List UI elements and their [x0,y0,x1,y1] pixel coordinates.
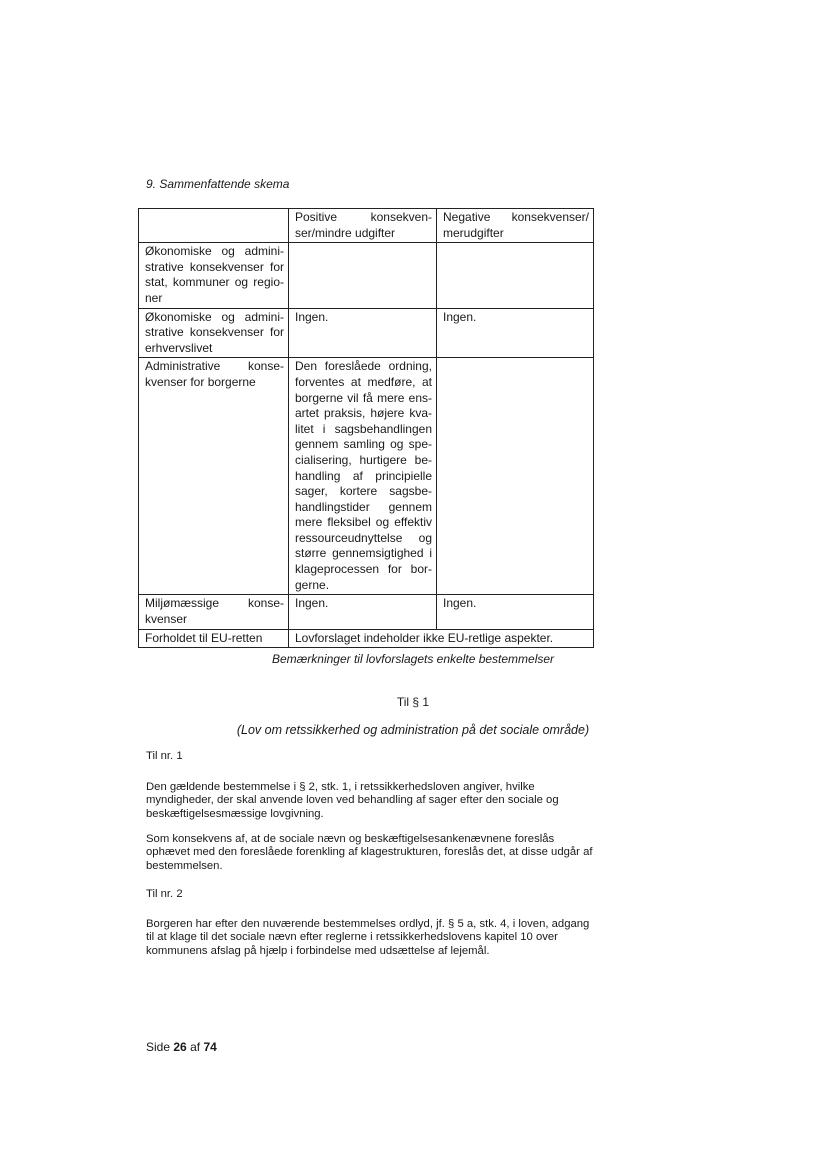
table-cell [437,358,594,595]
table-cell: Ingen. [437,595,594,629]
table-header-positive: Positive konsekvenser/mindre udgifter [289,209,437,243]
table-row [139,358,594,595]
nr1-heading: Til nr. 1 [146,750,183,762]
table-row-label: Økonomiske og administrative konsekvenser for stat, kommuner og regioner [139,243,289,308]
remarks-caption: Bemærkninger til lovforslagets enkelte bestemmelser [271,652,555,666]
table-row-label: Økonomiske og administrative konsekvenser for erhvervslivet [139,308,289,358]
table-cell: Ingen. [437,308,594,358]
paragraph-title: Til § 1 [396,695,430,709]
law-title: (Lov om retssikkerhed og administration på det sociale område) [236,723,590,737]
table-cell [289,243,437,308]
footer-page-number: 26 [173,1040,187,1054]
table-header-row [139,209,594,243]
table-cell: Ingen. [289,595,437,629]
table-cell [139,209,289,243]
summary-table [138,208,594,648]
table-cell [437,243,594,308]
table-row-label: Administrative konsekvenser for borgerne [139,358,289,595]
nr1-paragraph-2: Som konsekvens af, at de sociale nævn og beskæftigelsesankenævnene foreslås ophævet med den foreslåede forenkling af klagestrukturen, foreslås det, at disse udgår af bestemmelsen. [146,833,593,872]
table-row-label: Forholdet til EU-retten [139,629,289,648]
nr2-heading: Til nr. 2 [146,888,183,900]
table-row [139,595,594,629]
nr2-paragraph-1: Borgeren har efter den nuværende bestemmelses ordlyd, jf. § 5 a, stk. 4, i loven, adgang til at klage til det sociale nævn efter reglerne i retssikkerhedslovens kapitel 10 over kommunens afslag på hjælp i forbindelse med udsættelse af lejemål. [146,918,590,957]
table-row-label: Miljømæssige konsekvenser [139,595,289,629]
footer-total-pages: 74 [203,1040,217,1054]
table-header-negative: Negative konsekvenser/ merudgifter [437,209,594,243]
table-row [139,308,594,358]
table-cell: Ingen. [289,308,437,358]
footer-prefix: Side [146,1040,171,1054]
nr1-paragraph-1: Den gældende bestemmelse i § 2, stk. 1, i retssikkerhedsloven angiver, hvilke myndigheder, der skal anvende loven ved behandling af sager efter den sociale og beskæftigelsesmæssige lovgivning. [146,781,559,820]
section-title: 9. Sammenfattende skema [146,177,290,191]
table-cell: Lovforslaget indeholder ikke EU-retlige aspekter. [289,629,594,648]
table-cell: Den foreslåede ordning, forventes at medføre, at borgerne vil få mere ensartet praksis, højere kvalitet i sagsbehandlingen gennem samling og specialisering, hurtigere behandling af principielle sager, kortere sagsbehandlingstider gennem mere fleksibel og effektiv ressourceudnyttelse og større gennemsigtighed i klageprocessen for borgerne. [289,358,437,595]
table-row [139,243,594,308]
page-footer [146,1040,217,1054]
footer-of: af [190,1040,201,1054]
table-row [139,629,594,648]
